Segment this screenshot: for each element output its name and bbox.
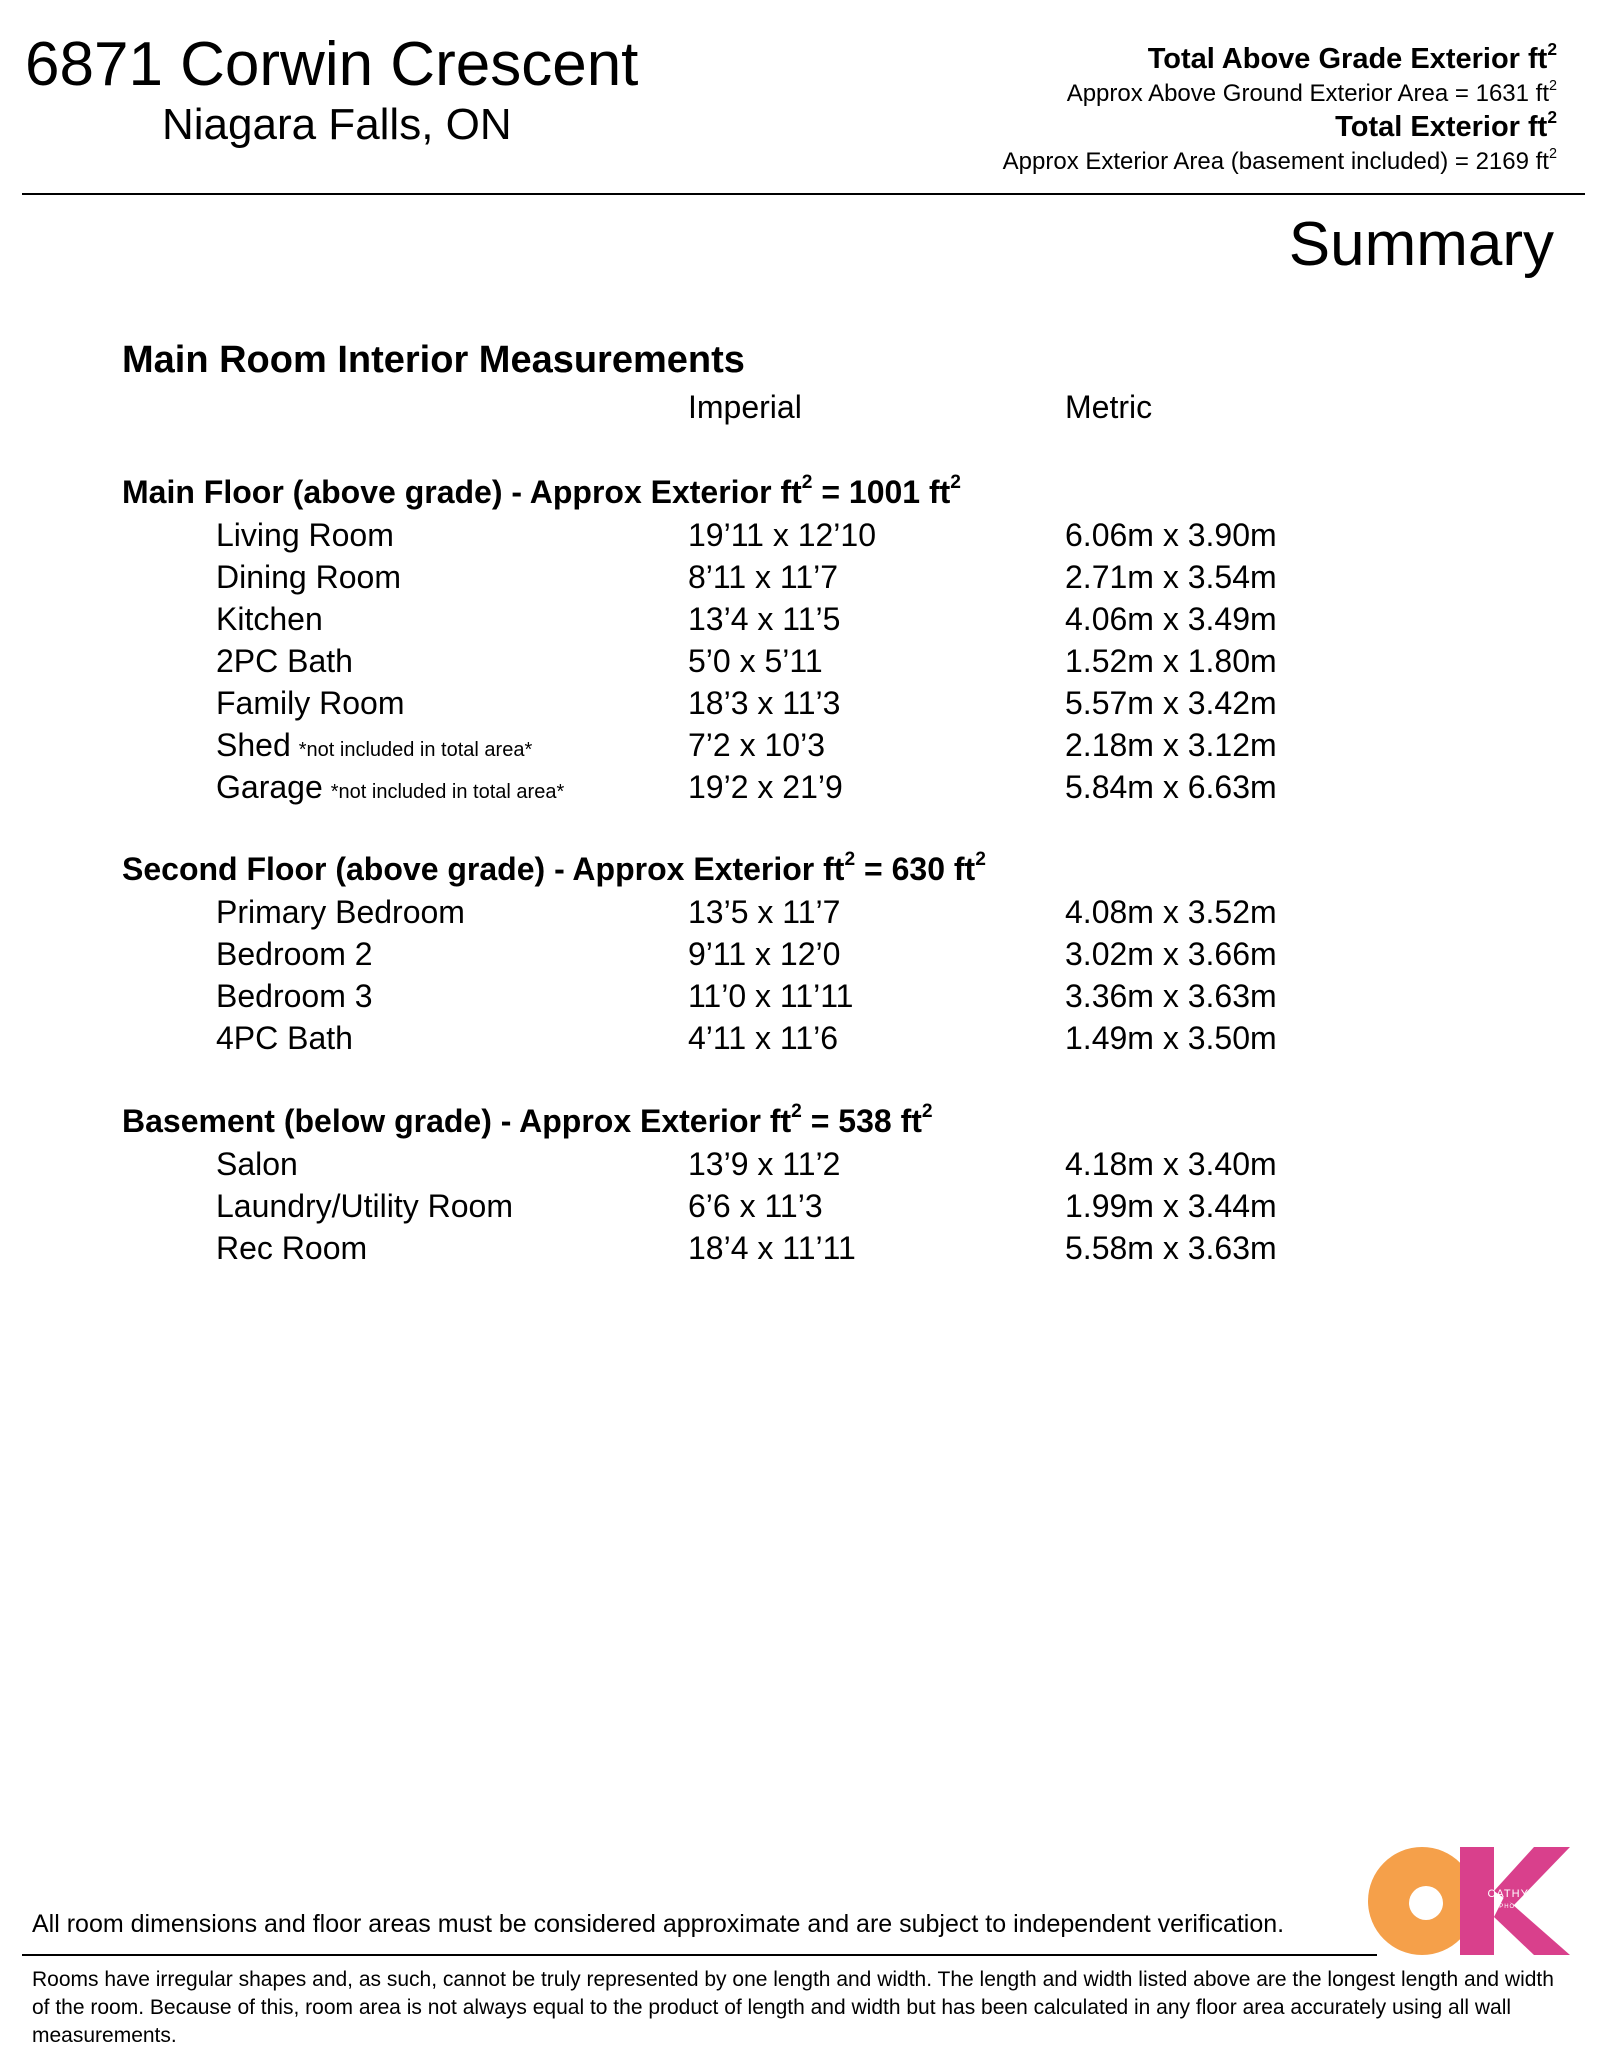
- room-metric: 4.18m x 3.40m: [1065, 1146, 1277, 1182]
- table-row: [0, 933, 1600, 975]
- room-imperial: 13’4 x 11’5: [688, 601, 841, 637]
- logo-subtext: PHOTOGRAPHY: [1499, 1904, 1557, 1910]
- column-header-metric: Metric: [1065, 389, 1153, 425]
- room-metric: 3.36m x 3.63m: [1065, 978, 1277, 1014]
- table-row: [0, 1227, 1600, 1269]
- room-imperial: 18’4 x 11’11: [688, 1230, 856, 1266]
- address-city: Niagara Falls, ON: [162, 100, 512, 149]
- room-name: Garage: [216, 769, 323, 805]
- room-name: Family Room: [216, 685, 405, 721]
- room-name: Dining Room: [216, 559, 401, 595]
- room-imperial: 19’2 x 21’9: [688, 769, 843, 805]
- room-metric: 6.06m x 3.90m: [1065, 517, 1277, 553]
- room-imperial: 19’11 x 12’10: [688, 517, 876, 553]
- room-metric: 5.57m x 3.42m: [1065, 685, 1277, 721]
- header-divider: [22, 193, 1585, 195]
- table-row: [0, 891, 1600, 933]
- room-name: Salon: [216, 1146, 298, 1182]
- table-row: [0, 556, 1600, 598]
- room-imperial: 13’5 x 11’7: [688, 894, 841, 930]
- room-name: Bedroom 3: [216, 978, 373, 1014]
- room-note: *not included in total area*: [330, 781, 565, 803]
- section-title: Main Room Interior Measurements: [122, 339, 745, 381]
- table-row: [0, 766, 1600, 808]
- room-name: Kitchen: [216, 601, 323, 637]
- table-row: [0, 682, 1600, 724]
- room-note: *not included in total area*: [298, 739, 533, 761]
- logo-text: CATHY KOOP: [1487, 1888, 1569, 1900]
- room-name: Shed: [216, 727, 291, 763]
- disclaimer: All room dimensions and floor areas must be considered approximate and are subject to independent verification.: [32, 1910, 1285, 1938]
- column-header-imperial: Imperial: [688, 389, 802, 425]
- footer-divider: [22, 1954, 1377, 1956]
- room-imperial: 7’2 x 10’3: [688, 727, 825, 763]
- room-imperial: 11’0 x 11’11: [688, 978, 854, 1014]
- room-imperial: 8’11 x 11’7: [688, 559, 839, 595]
- total-exterior-value: Approx Exterior Area (basement included) = 2169 $ft^2$: [1002, 145, 1557, 175]
- room-metric: 1.52m x 1.80m: [1065, 643, 1277, 679]
- room-metric: 1.49m x 3.50m: [1065, 1020, 1277, 1056]
- table-row: [0, 1017, 1600, 1059]
- table-row: [0, 514, 1600, 556]
- room-name: Living Room: [216, 517, 394, 553]
- room-name: Laundry/Utility Room: [216, 1188, 513, 1224]
- room-metric: 2.71m x 3.54m: [1065, 559, 1277, 595]
- floor-heading-basement: Basement (below grade) - Approx Exterior $ft^2 = 538$ $ft^2$: [122, 1101, 933, 1139]
- table-row: [0, 1185, 1600, 1227]
- room-metric: 5.58m x 3.63m: [1065, 1230, 1277, 1266]
- room-imperial: 5’0 x 5’11: [688, 643, 823, 679]
- room-metric: 4.08m x 3.52m: [1065, 894, 1277, 930]
- table-row: [0, 975, 1600, 1017]
- total-exterior-title: Total Exterior $ft^2$: [1335, 106, 1557, 143]
- above-grade-title: Total Above Grade Exterior $ft^2$: [1147, 38, 1557, 75]
- logo-k-letter: [1460, 1847, 1570, 1955]
- room-imperial: 13’9 x 11’2: [688, 1146, 841, 1182]
- table-row: [0, 640, 1600, 682]
- room-metric: 4.06m x 3.49m: [1065, 601, 1277, 637]
- room-imperial: 18’3 x 11’3: [688, 685, 841, 721]
- cathy-koop-logo: [1368, 1845, 1570, 1957]
- room-metric: 1.99m x 3.44m: [1065, 1188, 1277, 1224]
- room-name-with-note: [216, 766, 564, 813]
- room-metric: 3.02m x 3.66m: [1065, 936, 1277, 972]
- logo-o-letter: [1368, 1847, 1476, 1955]
- table-row: [0, 724, 1600, 766]
- room-name: Primary Bedroom: [216, 894, 465, 930]
- room-imperial: 4’11 x 11’6: [688, 1020, 839, 1056]
- room-name: Rec Room: [216, 1230, 368, 1266]
- room-metric: 5.84m x 6.63m: [1065, 769, 1277, 805]
- above-grade-value: Approx Above Ground Exterior Area = 1631 $ft^2$: [1066, 77, 1557, 107]
- room-imperial: 6’6 x 11’3: [688, 1188, 823, 1224]
- room-imperial: 9’11 x 12’0: [688, 936, 841, 972]
- address-street: 6871 Corwin Crescent: [25, 30, 639, 99]
- room-name-with-note: [216, 724, 532, 771]
- table-row: [0, 598, 1600, 640]
- room-name: Bedroom 2: [216, 936, 373, 972]
- room-name: 4PC Bath: [216, 1020, 353, 1056]
- floor-heading-second: Second Floor (above grade) - Approx Exterior $ft^2 = 630$ $ft^2$: [122, 849, 986, 887]
- table-row: [0, 1143, 1600, 1185]
- footnote: Rooms have irregular shapes and, as such, cannot be truly represented by one length and width. The length and width listed above are the longest length and width of the room. Because of this, room area is not always equal to the product of length and width but has been calculated in any floor area accurately using all wall measurements.: [32, 1968, 1554, 2047]
- floor-heading-main: Main Floor (above grade) - Approx Exterior $ft^2 = 1001$ $ft^2$: [122, 472, 961, 510]
- summary-title: Summary: [1288, 210, 1554, 279]
- room-name: 2PC Bath: [216, 643, 353, 679]
- room-metric: 2.18m x 3.12m: [1065, 727, 1277, 763]
